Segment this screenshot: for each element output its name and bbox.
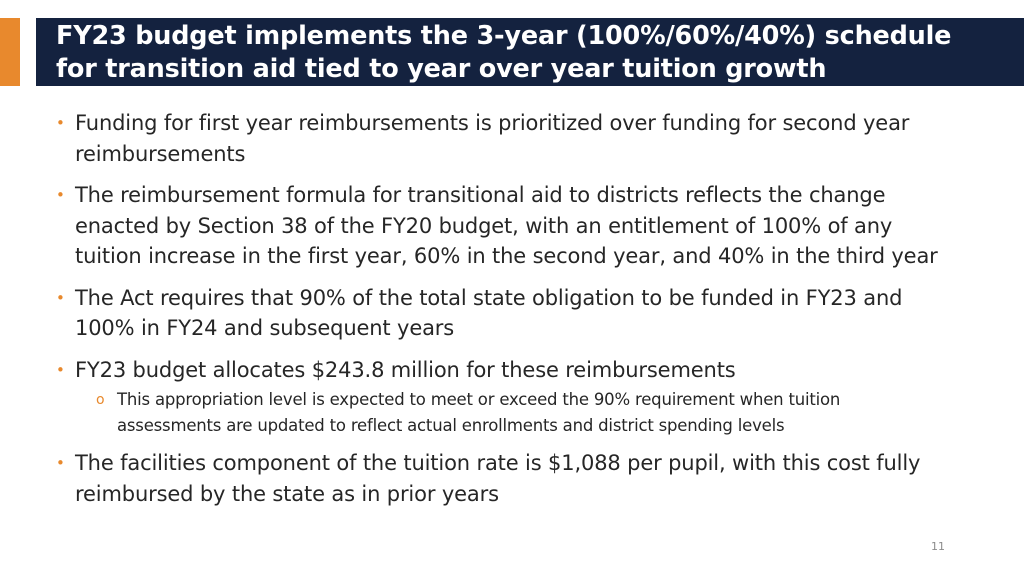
sub-bullet-text: This appropriation level is expected to meet or exceed the 90% requirement when tuition xyxy=(117,390,841,409)
bullet-text: reimbursed by the state as in prior years xyxy=(75,481,499,506)
bullet-dot-icon: • xyxy=(56,288,65,307)
slide-title xyxy=(56,20,1004,86)
bullet-dot-icon: • xyxy=(56,114,65,132)
bullet-item xyxy=(56,180,1006,272)
bullet-dot-icon: • xyxy=(56,360,65,379)
bullet-text: The facilities component of the tuition rate is $1,088 per pupil, with this cost fully xyxy=(75,451,921,475)
bullet-text: 100% in FY24 and subsequent years xyxy=(75,316,455,340)
bullet-item xyxy=(56,355,1006,386)
bullet-text: Funding for first year reimbursements is prioritized over funding for second year xyxy=(75,111,910,135)
bullet-text: enacted by Section 38 of the FY20 budget, with an entitlement of 100% of any xyxy=(75,213,893,238)
bullet-item xyxy=(56,448,1006,509)
accent-bar xyxy=(0,18,20,86)
slide-title-line: FY23 budget implements the 3-year (100%/60%/40%) schedule xyxy=(56,21,952,51)
title-bar xyxy=(36,18,1024,86)
sub-bullet-circle-icon: o xyxy=(96,392,105,408)
bullet-text: The Act requires that 90% of the total state obligation to be funded in FY23 and xyxy=(75,285,903,310)
bullet-text: FY23 budget allocates $243.8 million for these reimbursements xyxy=(75,357,736,382)
sub-bullet-text: assessments are updated to reflect actual enrollments and district spending levels xyxy=(117,416,785,435)
slide-body xyxy=(56,108,1006,520)
sub-bullet-item xyxy=(56,387,1006,439)
bullet-item xyxy=(56,283,1006,344)
bullet-text: The reimbursement formula for transitional aid to districts reflects the change xyxy=(75,183,886,207)
bullet-dot-icon: • xyxy=(56,186,65,204)
bullet-item xyxy=(56,108,1006,169)
bullet-text: tuition increase in the first year, 60% in the second year, and 40% in the third year xyxy=(75,244,938,268)
bullet-text: reimbursements xyxy=(75,141,246,166)
slide-title-line: for transition aid tied to year over year tuition growth xyxy=(56,54,827,84)
bullet-dot-icon: • xyxy=(56,454,65,472)
page-number: 11 xyxy=(931,540,945,553)
